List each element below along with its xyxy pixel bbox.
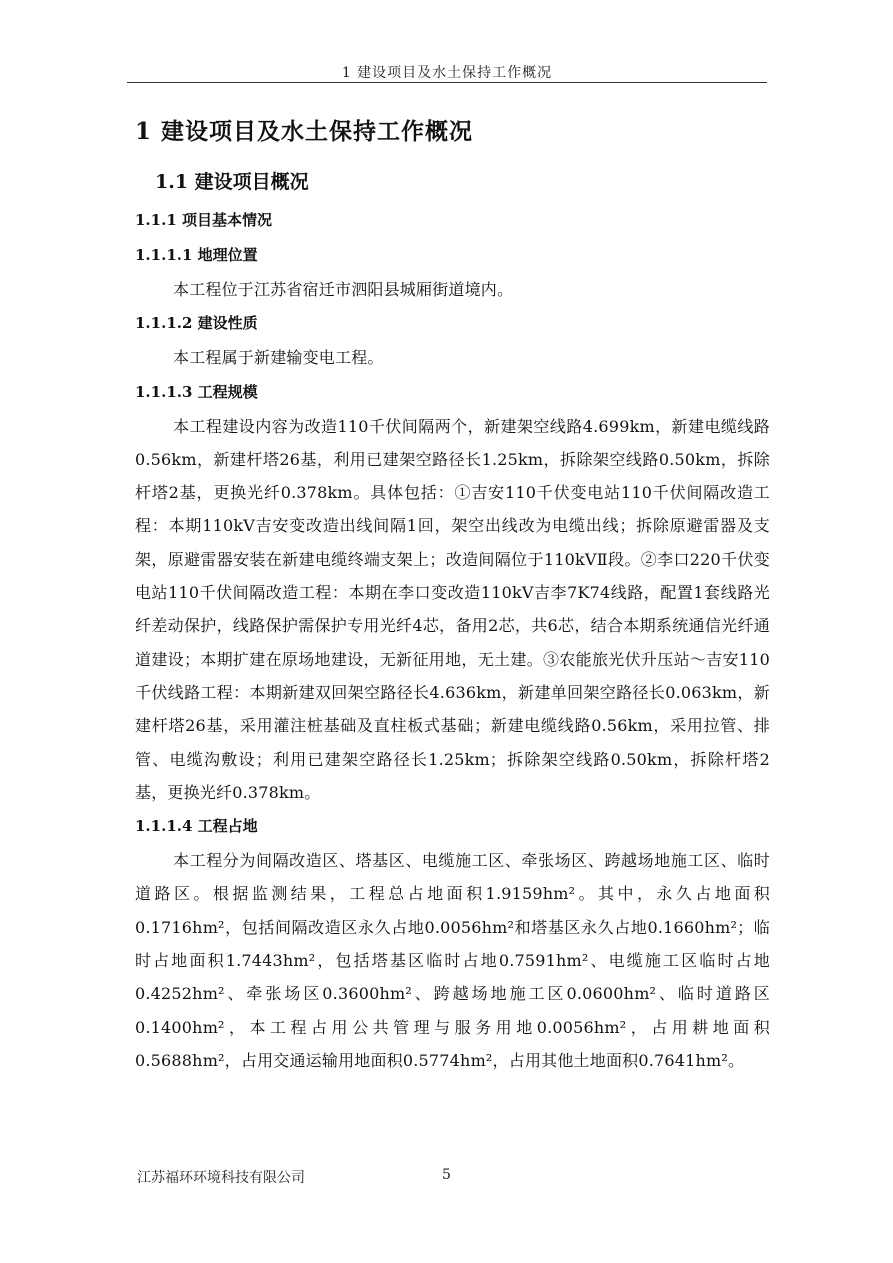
subsection-heading-basic: 1.1.1 项目基本情况 [135,211,272,229]
paragraph-land-use: 本工程分为间隔改造区、塔基区、电缆施工区、牵张场区、跨越场地施工区、临时道路区。根据监测结果，工程总占地面积1.9159hm²。其中，永久占地面积0.1716hm²，包括间隔改造区永久占地0.0056hm²和塔基区永久占地0.1660hm²；临时占地面积1.7443hm²，包括塔基区临时占地0.7591hm²、电缆施工区临时占地0.4252hm²、牵张场区0.3600hm²、跨越场地施工区0.0600hm²、临时道路区0.1400hm²，本工程占用公共管理与服务用地0.0056hm²，占用耕地面积0.5688hm²，占用交通运输用地面积0.5774hm²，占用其他土地面积0.7641hm²。 [135,851,770,1070]
heading-land-use: 1.1.1.4 工程占地 [135,817,258,836]
paragraph-nature: 本工程属于新建输变电工程。 [173,348,384,368]
paragraph-location: 本工程位于江苏省宿迁市泗阳县城厢街道境内。 [173,280,514,299]
heading-nature: 1.1.1.2 建设性质 [135,314,258,333]
paragraph-scale: 本工程建设内容为改造110千伏间隔两个，新建架空线路4.699km，新建电缆线路0.56km，新建杆塔26基，利用已建架空路径长1.25km，拆除架空线路0.50km，拆除杆塔2基，更换光纤0.378km。具体包括：①吉安110千伏变电站110千伏间隔改造工程：本期110kV吉安变改造出线间隔1回，架空出线改为电缆出线；拆除原避雷器及支架，原避雷器安装在新建电缆终端支架上；改造间隔位于110kVⅡ段。②李口220千伏变电站110千伏间隔改造工程：本期在李口变改造110kV吉李7K74线路，配置1套线路光纤差动保护，线路保护需保护专用光纤4芯，备用2芯，共6芯，结合本期系统通信光纤通道建设；本期扩建在原场地建设，无新征用地，无土建。③农能旅光伏升压站～吉安110千伏线路工程：本期新建双回架空路径长4.636km，新建单回架空路径长0.063km，新建杆塔26基，采用灌注桩基础及直柱板式基础；新建电缆线路0.56km，采用拉管、排管、电缆沟敷设；利用已建架空路径长1.25km；拆除架空线路0.50km，拆除杆塔2基，更换光纤0.378km。 [135,416,770,802]
page-content [135,113,770,1077]
header-rule [127,82,767,83]
running-header: 1 建设项目及水土保持工作概况 [341,65,553,81]
chapter-heading: 1 建设项目及水土保持工作概况 [135,118,474,145]
heading-location: 1.1.1.1 地理位置 [135,246,258,264]
page-number: 5 [442,1167,451,1183]
heading-scale: 1.1.1.3 工程规模 [135,382,258,401]
section-heading: 1.1 建设项目概况 [155,171,309,193]
footer-company: 江苏福环环境科技有限公司 [137,1170,305,1186]
